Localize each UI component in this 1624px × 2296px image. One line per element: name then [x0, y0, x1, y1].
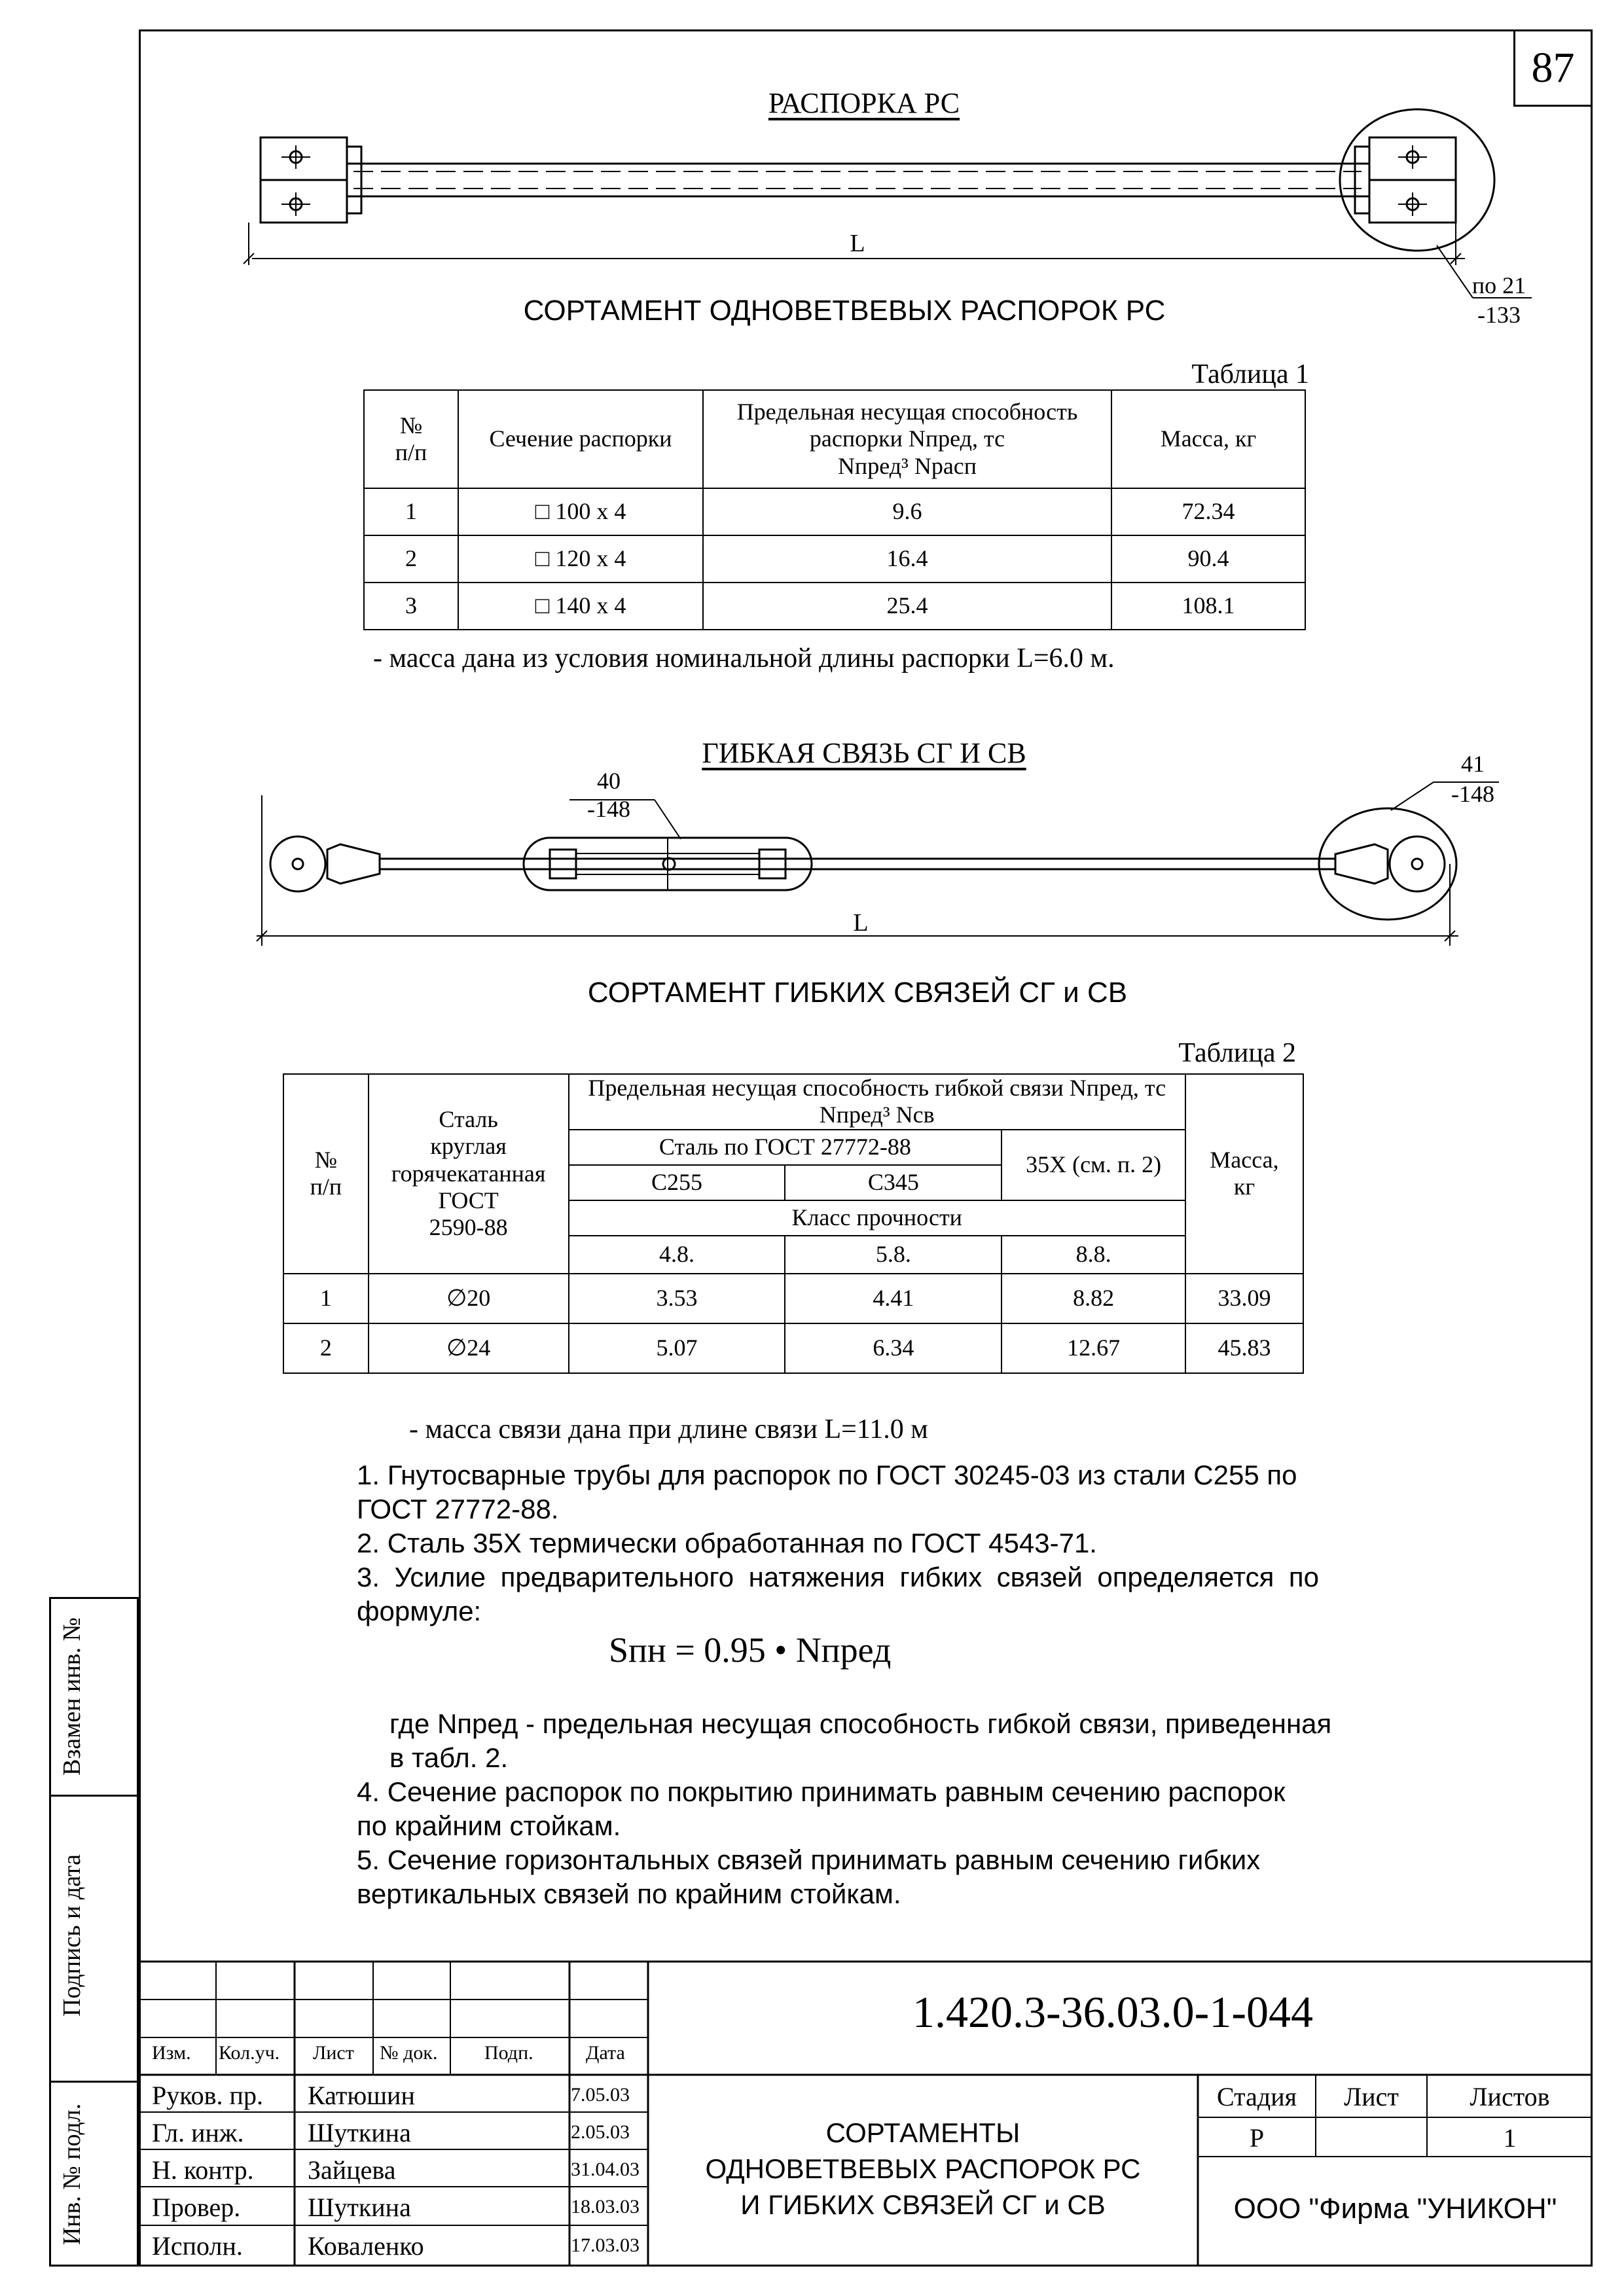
- cell-mass: 33.09: [1185, 1274, 1303, 1323]
- cell-c255: 3.53: [569, 1274, 785, 1323]
- formula: Sпн = 0.95 • Nпред: [609, 1630, 892, 1670]
- table2-header-35x: 35Х (см. п. 2): [1001, 1130, 1185, 1200]
- table2-caption: Таблица 2: [1178, 1038, 1296, 1068]
- date-1: 7.05.03: [571, 2084, 630, 2106]
- sheet-number: 87: [1513, 29, 1593, 107]
- cell-num: 1: [283, 1274, 369, 1323]
- note-5: 5. Сечение горизонтальных связей принимать равным сечению гибких вертикальных связей по крайним стойкам.: [357, 1844, 1261, 1909]
- date-3: 31.04.03: [571, 2159, 640, 2180]
- table1-header-mass: Масса, кг: [1111, 390, 1305, 488]
- strut-length-label: L: [850, 230, 865, 257]
- table2-header-c345: С345: [785, 1165, 1001, 1200]
- cell-c345: 4.41: [785, 1274, 1001, 1323]
- cell-mass: 45.83: [1185, 1323, 1303, 1373]
- role-2: Гл. инж.: [152, 2118, 244, 2147]
- cell-mass: 72.34: [1111, 488, 1305, 535]
- cell-c345: 6.34: [785, 1323, 1001, 1373]
- cell-section: □ 140 x 4: [458, 583, 703, 630]
- company-name: ООО "Фирма "УНИКОН": [1233, 2193, 1557, 2225]
- note-3: 3. Усилие предварительного натяжения гибких связей определяется по формуле:: [357, 1562, 1319, 1626]
- name-4: Шуткина: [308, 2193, 411, 2222]
- date-5: 17.03.03: [571, 2234, 640, 2256]
- cell-steel: ∅20: [369, 1274, 569, 1323]
- cell-capacity: 25.4: [703, 583, 1111, 630]
- name-1: Катюшин: [308, 2081, 415, 2110]
- role-5: Исполн.: [152, 2231, 243, 2261]
- table2-capacity-line1: Предельная несущая способность гибкой связи Nпред, тс: [588, 1075, 1166, 1101]
- note-1: 1. Гнутосварные трубы для распорок по ГОСТ 30245-03 из стали С255 по ГОСТ 27772-88.: [357, 1460, 1297, 1524]
- note-2: 2. Сталь 35Х термически обработанная по ГОСТ 4543-71.: [357, 1528, 1097, 1558]
- cell-num: 3: [364, 583, 458, 630]
- strut-callout-bottom: -133: [1477, 302, 1521, 328]
- cell-num: 1: [364, 488, 458, 535]
- side-replace-inv: Взамен инв. №: [58, 1617, 86, 1776]
- cell-section: □ 100 x 4: [458, 488, 703, 535]
- table2-header-class1: 4.8.: [569, 1236, 785, 1274]
- table2-header-c255: С255: [569, 1165, 785, 1200]
- table2-footnote: - масса связи дана при длине связи L=11.0 м: [409, 1414, 928, 1444]
- name-2: Шуткина: [308, 2118, 411, 2147]
- sheets-value: 1: [1503, 2123, 1517, 2153]
- col-list: Лист: [313, 2042, 354, 2064]
- table1-header-section: Сечение распорки: [458, 390, 703, 488]
- sheets-label: Листов: [1470, 2082, 1550, 2111]
- cell-section: □ 120 x 4: [458, 535, 703, 583]
- cell-num: 2: [364, 535, 458, 583]
- note-4: 4. Сечение распорок по покрытию принимать равным сечению распорок по крайним стойкам.: [357, 1776, 1286, 1841]
- brace-callout-left-bottom: -148: [587, 796, 630, 822]
- cell-35x: 12.67: [1001, 1323, 1185, 1373]
- name-5: Коваленко: [308, 2231, 424, 2261]
- side-inv-orig: Инв. № подл.: [58, 2103, 86, 2246]
- strut-callout-top: по 21: [1471, 272, 1526, 298]
- cell-mass: 90.4: [1111, 535, 1305, 583]
- table2-header-class3: 8.8.: [1001, 1236, 1185, 1274]
- date-2: 2.05.03: [571, 2121, 630, 2143]
- brace-callout-right-top: 41: [1461, 751, 1485, 777]
- col-doc-no: № док.: [380, 2042, 438, 2064]
- table2-header-num: № п/п: [283, 1074, 369, 1274]
- stage-value: Р: [1249, 2123, 1265, 2153]
- table1-footnote: - масса дана из условия номинальной длины распорки L=6.0 м.: [373, 643, 1115, 673]
- table2-heading: СОРТАМЕНТ ГИБКИХ СВЯЗЕЙ СГ и СВ: [587, 977, 1128, 1009]
- doc-title-1: СОРТАМЕНТЫ: [825, 2117, 1020, 2148]
- table1-capacity-line2: распорки Nпред, тс: [809, 425, 1005, 452]
- table2-header-strength-class: Класс прочности: [569, 1200, 1185, 1236]
- table2-capacity-line2: Nпред³ Nсв: [819, 1102, 935, 1128]
- stage-label: Стадия: [1216, 2082, 1297, 2111]
- col-izm: Изм.: [152, 2042, 191, 2064]
- col-kol-uch: Кол.уч.: [219, 2042, 280, 2064]
- table1-heading: СОРТАМЕНТ ОДНОВЕТВЕВЫХ РАСПОРОК РС: [523, 295, 1166, 327]
- cell-c255: 5.07: [569, 1323, 785, 1373]
- table2-header-gost-steel: Сталь по ГОСТ 27772-88: [569, 1130, 1002, 1165]
- cell-capacity: 9.6: [703, 488, 1111, 535]
- brace-callout-right-bottom: -148: [1451, 781, 1494, 807]
- strut-title: РАСПОРКА РС: [768, 87, 960, 119]
- role-4: Провер.: [152, 2193, 241, 2222]
- cell-num: 2: [283, 1323, 369, 1373]
- table1-caption: Таблица 1: [1191, 359, 1309, 389]
- table2-header-steel: Сталь круглая горячекатанная ГОСТ 2590-88: [369, 1074, 569, 1274]
- col-date: Дата: [586, 2042, 625, 2064]
- cell-capacity: 16.4: [703, 535, 1111, 583]
- note-where: где Nпред - предельная несущая способность гибкой связи, приведенная в табл. 2.: [389, 1708, 1332, 1773]
- brace-length-label: L: [853, 909, 869, 937]
- brace-title: ГИБКАЯ СВЯЗЬ СГ И СВ: [702, 737, 1026, 769]
- cell-steel: ∅24: [369, 1323, 569, 1373]
- table1-capacity-line1: Предельная несущая способность: [736, 398, 1078, 425]
- cell-35x: 8.82: [1001, 1274, 1185, 1323]
- col-sign: Подп.: [484, 2042, 533, 2064]
- sheet-label: Лист: [1344, 2082, 1399, 2111]
- brace-callout-left-top: 40: [597, 768, 621, 794]
- table1-header-num: № п/п: [364, 390, 458, 488]
- table2-header-mass: Масса, кг: [1185, 1074, 1303, 1274]
- role-3: Н. контр.: [152, 2155, 254, 2185]
- doc-title-3: И ГИБКИХ СВЯЗЕЙ СГ и СВ: [740, 2189, 1106, 2220]
- role-1: Руков. пр.: [152, 2081, 263, 2110]
- cell-mass: 108.1: [1111, 583, 1305, 630]
- doc-code: 1.420.3-36.03.0-1-044: [912, 1987, 1313, 2037]
- name-3: Зайцева: [308, 2155, 396, 2185]
- side-sign-date: Подпись и дата: [58, 1854, 86, 2017]
- table2-header-class2: 5.8.: [785, 1236, 1001, 1274]
- doc-title-2: ОДНОВЕТВЕВЫХ РАСПОРОК РС: [705, 2153, 1141, 2184]
- table1-capacity-line3: Nпред³ Nрасп: [837, 452, 977, 479]
- date-4: 18.03.03: [571, 2196, 640, 2217]
